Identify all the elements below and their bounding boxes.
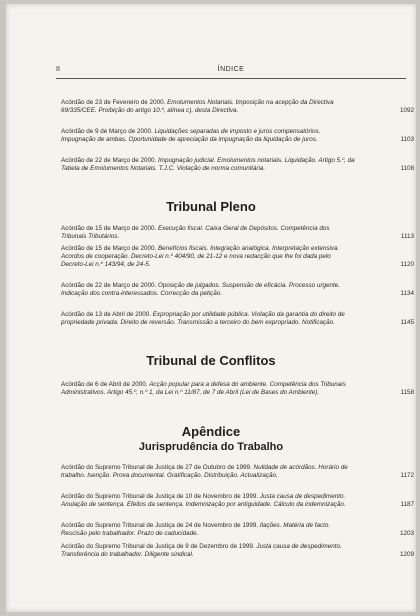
running-title: ÍNDICE: [217, 66, 245, 73]
entry-page-number: 1158: [400, 389, 414, 397]
index-entry: [61, 282, 414, 298]
document-page: [6, 4, 416, 612]
entry-page-number: 1113: [400, 233, 414, 241]
section-heading-apendice: Apêndice: [181, 424, 241, 439]
index-entry: [61, 493, 414, 509]
entry-page-number: 1120: [400, 261, 414, 269]
entry-lead: Acórdão de 15 de Março de 2000.: [61, 225, 157, 232]
entry-page-number: 1092: [399, 107, 414, 115]
entry-lead: Acórdão de 23 de Fevereiro de 2000.: [61, 99, 166, 106]
entry-lead: Acórdão do Supremo Tribunal de Justiça de 24 de Novembro de 1999.: [61, 522, 259, 529]
index-entry: [61, 99, 414, 115]
section-subheading-jurisprudencia: Jurisprudência do Trabalho: [138, 441, 284, 453]
index-entry: [61, 311, 414, 327]
entry-description: Expropriação por utilidade pública. Violação da garantia do direito de propriedade privada. Direito de reversão. Transmissão a terceiro do bem expropriado. Notificação.: [61, 311, 345, 327]
entry-page-number: 1103: [400, 136, 414, 144]
entry-description: Ilações. Matéria de facto. Rescisão pelo trabalhador. Prazo de caducidade.: [61, 522, 331, 538]
index-entry: [61, 245, 414, 270]
page-header: [56, 64, 406, 79]
entry-description: Benefícios fiscais. Integração analógica. Interpretação extensiva. Acordos de cooperação. Decreto-Lei n.º 404/90, de 21-12 e nova redacção que lhe foi dada pelo Decreto-Lei n.º 143/94, de 24-5.: [61, 245, 340, 269]
entry-page-number: 1209: [399, 551, 414, 559]
entry-description: Oposição de julgados. Suspensão de eficácia. Processo urgente. Indicação dos contra-interessados. Correcção da petição.: [61, 282, 341, 298]
entry-page-number: 1203: [399, 530, 414, 538]
section-heading-tribunal-de-conflitos: Tribunal de Conflitos: [146, 353, 276, 368]
entry-page-number: 1134: [400, 290, 414, 298]
entry-description: Impugnação judicial. Emolumentos notariais. Liquidação. Artigo 5.º, da Tabela de Emolumentos Notariais. T.J.C. Violação de norma comunitária.: [61, 157, 355, 173]
index-entry: [61, 464, 414, 480]
index-entry: [61, 225, 414, 241]
section-heading-tribunal-pleno: Tribunal Pleno: [166, 199, 256, 214]
entry-description: Execução fiscal. Caixa Geral de Depósitos. Competência dos Tribunais Tributários.: [61, 225, 330, 241]
entry-lead: Acórdão de 22 de Março de 2000.: [61, 157, 157, 164]
entry-lead: Acórdão de 9 de Março de 2000.: [61, 128, 153, 135]
entry-page-number: 1108: [400, 165, 414, 173]
entry-description: Liquidações separadas de imposto e juros compensatórios. Impugnação de ambas. Oportunidade de apreciação da impugnação da liquidação de juros.: [61, 128, 321, 144]
index-entry: [61, 522, 414, 538]
index-entry: [61, 543, 414, 559]
entry-page-number: 1172: [400, 472, 414, 480]
entry-description: Emolumentos Notariais. Imposição na acepção da Directiva 69/335/CEE. Proibição do artigo 10.º, alínea c), desta Directiva.: [61, 99, 334, 115]
entry-lead: Acórdão de 15 de Março de 2000.: [61, 245, 157, 252]
index-entry: [61, 128, 414, 144]
entry-lead: Acórdão do Supremo Tribunal de Justiça de 27 de Outubro de 1999.: [61, 464, 252, 471]
entry-description: Justa causa de despedimento. Anulação de sentença. Efeitos da sentença. Indemnização por antiguidade. Cálculo da indemnização.: [61, 493, 346, 509]
entry-page-number: 1187: [400, 501, 414, 509]
index-entry: [61, 157, 414, 173]
entry-lead: Acórdão do Supremo Tribunal de Justiça de 10 de Novembro de 1999.: [61, 493, 259, 500]
entry-lead: Acórdão de 6 de Abril de 2000.: [61, 381, 148, 388]
entry-lead: Acórdão de 13 de Abril de 2000.: [61, 311, 151, 318]
entry-lead: Acórdão de 22 de Março de 2000.: [61, 282, 157, 289]
entry-description: Justa causa de despedimento. Transferência do trabalhador. Diligente sindical.: [61, 543, 342, 559]
entry-page-number: 1145: [400, 319, 414, 327]
entry-description: Nulidade de acórdãos. Horário de trabalho. Isenção. Prova documental. Gratificação. Distribuição. Actualização.: [61, 464, 348, 480]
entry-description: Acção popular para a defesa do ambiente. Competência dos Tribunais Administrativos. Artigo 45.º, n.º 1, da Lei n.º 11/87, de 7 de Abril (Lei de Bases do Ambiente).: [61, 381, 346, 397]
page-number: II: [56, 66, 60, 73]
entry-lead: Acórdão do Supremo Tribunal de Justiça de 9 de Dezembro de 1999.: [61, 543, 255, 550]
index-entry: [61, 381, 414, 397]
